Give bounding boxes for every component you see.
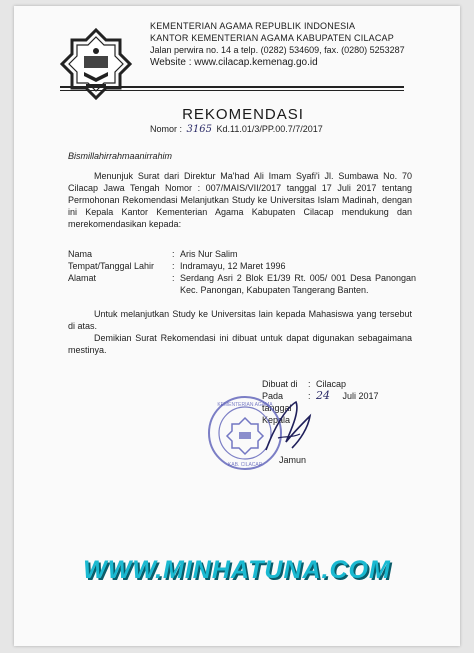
place-colon: : bbox=[308, 379, 311, 389]
field-label: Tempat/Tanggal Lahir bbox=[68, 261, 155, 271]
field-colon: : bbox=[172, 261, 175, 271]
recipient-fields bbox=[68, 248, 418, 296]
office-address: Jalan perwira no. 14 a telp. (0282) 534609, fax. (0280) 5253287 bbox=[150, 45, 405, 55]
date-month-year: Juli 2017 bbox=[342, 391, 379, 401]
signer-position: Kepala bbox=[262, 415, 291, 425]
field-colon: : bbox=[172, 249, 175, 259]
letterhead-divider bbox=[60, 86, 404, 88]
date-day-handwritten: 24 bbox=[316, 389, 330, 402]
field-row bbox=[68, 260, 418, 272]
closing-paragraph-2: Demikian Surat Rekomendasi ini dibuat untuk dapat digunakan sebagaimana mestinya. bbox=[68, 333, 412, 355]
number-handwritten: 3165 bbox=[186, 124, 212, 135]
office-name: KANTOR KEMENTERIAN AGAMA KABUPATEN CILACAP bbox=[150, 33, 394, 43]
letterhead-divider-thin bbox=[60, 90, 404, 91]
office-website: Website : www.cilacap.kemenag.go.id bbox=[150, 57, 318, 68]
number-label: Nomor : bbox=[150, 124, 183, 134]
date-value bbox=[316, 390, 379, 414]
number-value: Kd.11.01/3/PP.00.7/7/2017 bbox=[216, 124, 323, 134]
letterhead bbox=[150, 20, 450, 69]
sign-place-row bbox=[262, 378, 432, 390]
ministry-name: KEMENTERIAN AGAMA REPUBLIK INDONESIA bbox=[150, 21, 356, 31]
site-watermark: WWW.MINHATUNA.COM bbox=[83, 556, 391, 584]
date-label: Pada tanggal bbox=[262, 391, 292, 413]
document-title-text: REKOMENDASI bbox=[182, 106, 304, 123]
field-label: Alamat bbox=[68, 273, 97, 283]
field-colon: : bbox=[172, 273, 175, 283]
field-value: Indramayu, 12 Maret 1996 bbox=[180, 261, 286, 271]
field-row bbox=[68, 248, 418, 260]
salutation: Bismillahirrahmaanirrahim bbox=[68, 151, 173, 161]
place-label: Dibuat di bbox=[262, 379, 298, 389]
date-colon: : bbox=[308, 391, 311, 401]
document-number bbox=[150, 124, 323, 135]
svg-text:KAB. CILACAP: KAB. CILACAP bbox=[227, 462, 263, 468]
field-value: Aris Nur Salim bbox=[180, 249, 238, 259]
field-label: Nama bbox=[68, 249, 93, 259]
place-value: Cilacap bbox=[316, 379, 347, 389]
intro-paragraph: Menunjuk Surat dari Direktur Ma'had Ali Imam Syafi'i Jl. Sumbawa No. 70 Cilacap Jawa Tengah Nomor : 007/MAIS/VII/2017 tanggal 17 Juli 2017 tentang Permohonan Rekomendasi Melanjutkan Study ke Universitas Islam Madinah, dengan ini Kepala Kantor Kementerian Agama Kabupaten Cilacap mendukung dan merekomendasikan kepada: bbox=[68, 171, 412, 229]
field-row bbox=[68, 272, 418, 296]
signer-name: Jamun bbox=[279, 455, 307, 465]
svg-text:KEMENTERIAN AGAMA: KEMENTERIAN AGAMA bbox=[217, 402, 273, 408]
document-title bbox=[0, 106, 474, 123]
handwritten-signature-icon bbox=[256, 398, 318, 458]
closing-paragraph-1: Untuk melanjutkan Study ke Universitas lain kepada Mahasiswa yang tersebut di atas. bbox=[68, 309, 412, 331]
field-value: Serdang Asri 2 Blok E1/39 Rt. 005/ 001 Desa Panongan Kec. Panongan, Kabupaten Tangerang Banten. bbox=[180, 273, 416, 295]
